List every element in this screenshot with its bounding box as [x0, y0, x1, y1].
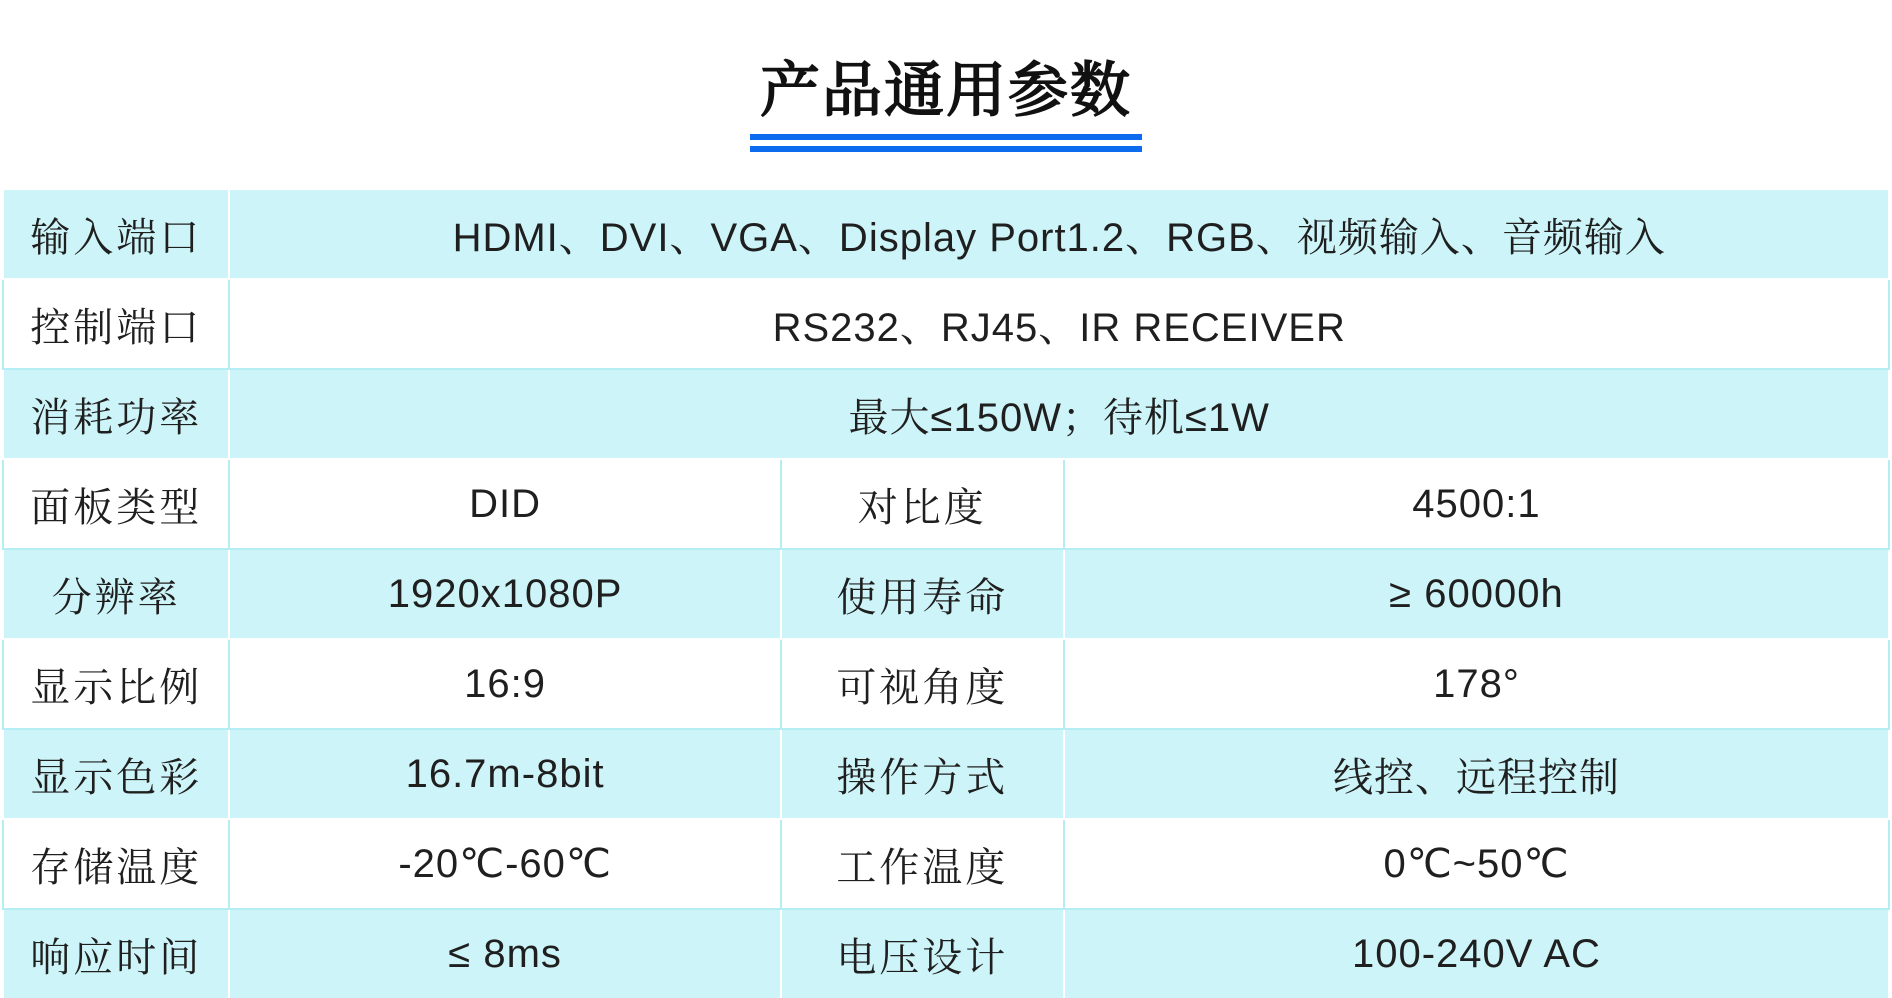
- spec-label: 输入端口: [2, 190, 230, 280]
- table-row-ratio-viewing-angle: [2, 640, 1890, 730]
- spec-table: [2, 190, 1890, 998]
- spec-value: 100-240V AC: [1065, 910, 1890, 998]
- spec-label: 面板类型: [2, 460, 230, 550]
- spec-value: 线控、远程控制: [1065, 730, 1890, 820]
- spec-label: 使用寿命: [782, 550, 1065, 640]
- spec-label: 显示色彩: [2, 730, 230, 820]
- table-row-color-operation: [2, 730, 1890, 820]
- spec-label: 分辨率: [2, 550, 230, 640]
- title-section: [0, 58, 1892, 152]
- spec-label: 响应时间: [2, 910, 230, 998]
- spec-label: 电压设计: [782, 910, 1065, 998]
- spec-label: 消耗功率: [2, 370, 230, 460]
- spec-value: 1920x1080P: [230, 550, 781, 640]
- spec-value: 178°: [1065, 640, 1890, 730]
- page-title: 产品通用参数: [760, 57, 1132, 124]
- spec-value: 4500:1: [1065, 460, 1890, 550]
- spec-label: 操作方式: [782, 730, 1065, 820]
- table-row-response-voltage: [2, 910, 1890, 998]
- spec-label: 显示比例: [2, 640, 230, 730]
- spec-label: 控制端口: [2, 280, 230, 370]
- spec-value: RS232、RJ45、IR RECEIVER: [230, 280, 1890, 370]
- table-row-panel-contrast: [2, 460, 1890, 550]
- table-row-control-ports: [2, 280, 1890, 370]
- spec-value: 16:9: [230, 640, 781, 730]
- spec-value: 16.7m-8bit: [230, 730, 781, 820]
- spec-value: -20℃-60℃: [230, 820, 781, 910]
- spec-value: DID: [230, 460, 781, 550]
- table-row-power-consumption: [2, 370, 1890, 460]
- spec-label: 存储温度: [2, 820, 230, 910]
- spec-value: ≥ 60000h: [1065, 550, 1890, 640]
- table-row-resolution-lifespan: [2, 550, 1890, 640]
- table-row-storage-working-temp: [2, 820, 1890, 910]
- table-row-input-ports: [2, 190, 1890, 280]
- spec-value: ≤ 8ms: [230, 910, 781, 998]
- spec-label: 可视角度: [782, 640, 1065, 730]
- title-underline-bar-top: [750, 134, 1142, 140]
- title-underline: [750, 134, 1142, 152]
- spec-label: 工作温度: [782, 820, 1065, 910]
- spec-label: 对比度: [782, 460, 1065, 550]
- spec-value: 0℃~50℃: [1065, 820, 1890, 910]
- title-underline-bar-bottom: [750, 146, 1142, 152]
- spec-value: 最大≤150W；待机≤1W: [230, 370, 1890, 460]
- spec-value: HDMI、DVI、VGA、Display Port1.2、RGB、视频输入、音频输入: [230, 190, 1890, 280]
